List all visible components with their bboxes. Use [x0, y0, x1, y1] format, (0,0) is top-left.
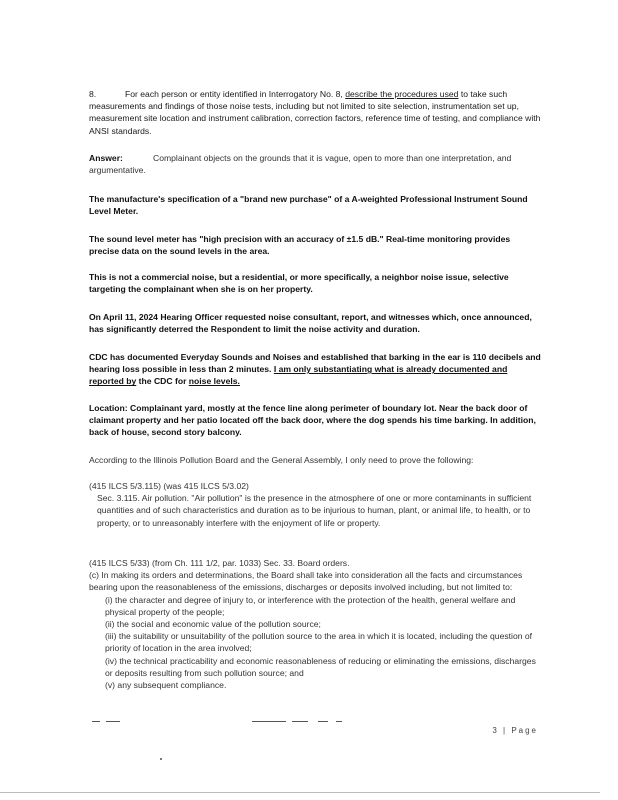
- statute-item-i: (i) the character and degree of injury to, or interference with the protection of the health, general welfare and physical property of the people;: [105, 594, 516, 617]
- paragraph-hearing-officer: On April 11, 2024 Hearing Officer requested noise consultant, report, and witnesses which, once announced, has significantly deterred the Respondent to limit the noise activity and duration.: [89, 312, 532, 335]
- answer-label: Answer:: [89, 153, 123, 163]
- paragraph-cdc: [89, 351, 541, 388]
- statute-item-v: (v) any subsequent compliance.: [105, 680, 227, 691]
- interrogatory-8: [89, 88, 541, 137]
- paragraph-specification: The manufacture's specification of a "brand new purchase" of a A-weighted Professional Instrument Sound Level Meter.: [89, 194, 528, 217]
- statute-item-ii: (ii) the social and economic value of the pollution source;: [105, 619, 321, 630]
- cdc-text-underlined-2: noise levels.: [188, 376, 240, 387]
- scan-edge-line: [0, 792, 600, 793]
- scan-mark: [92, 721, 100, 722]
- paragraph-neighbor-noise: This is not a commercial noise, but a residential, or more specifically, a neighbor noise issue, selective targeting the complainant when she is on her property.: [89, 272, 509, 295]
- interrogatory-text-a: For each person or entity identified in Interrogatory No. 8,: [125, 89, 346, 99]
- paragraph-sound-meter: The sound level meter has "high precision with an accuracy of ±1.5 dB." Real-time monitoring provides precise data on the sound levels in the area.: [89, 234, 511, 257]
- statute-cite-1: (415 ILCS 5/3.115) (was 415 ILCS 5/3.02): [89, 481, 249, 491]
- paragraph-location: Location: Complainant yard, mostly at the fence line along perimeter of boundary lot. Near the back door of claimant property and her patio located off the back door, where the dog spends his time barking. In addition, back of house, second story balcony.: [89, 403, 536, 438]
- answer-text: Complainant objects on the grounds that it is vague, open to more than one interpretation, and argumentative.: [89, 153, 512, 176]
- cdc-text-underlined-1: I am only substantiating what is already documented and reported by: [89, 364, 508, 387]
- scan-mark: [292, 721, 308, 722]
- statute-item-iii: (iii) the suitability or unsuitability of the pollution source to the area in which it is located, including the question of priority of location in the area involved;: [105, 631, 533, 654]
- page-number: 3 | Page: [492, 726, 538, 735]
- scan-mark: [106, 721, 120, 722]
- interrogatory-number: 8.: [89, 89, 97, 99]
- answer-block: [89, 152, 541, 176]
- cdc-text-a: CDC has documented Everyday Sounds and Noises and established that barking in the ear is 110 decibels and hearing loss possible in less than 2 minutes.: [89, 352, 541, 375]
- statute-air-pollution: [89, 480, 541, 529]
- statute-intro: (c) In making its orders and determinations, the Board shall take into consideration all the facts and circumstances bearing upon the reasonableness of the emissions, discharges or deposits involved including, but not limited to:: [89, 570, 523, 593]
- statute-item-iv: (iv) the technical practicability and economic reasonableness of reducing or eliminating the emissions, discharges or deposits resulting from such pollution source; and: [105, 655, 536, 678]
- statute-text-1: Sec. 3.115. Air pollution. "Air pollution" is the presence in the atmosphere of one or more contaminants in sufficient quantities and of such characteristics and duration as to be injurious to human, plant, or animal life, to health, or to property, or to unreasonably interfere with the enjoyment of life or property.: [97, 493, 532, 528]
- scan-mark: [252, 721, 286, 722]
- paragraph-according: According to the Illinois Pollution Board and the General Assembly, I only need to prove the following:: [89, 455, 474, 465]
- scan-mark: [318, 721, 328, 722]
- interrogatory-text-underlined: describe the procedures used: [345, 89, 459, 99]
- interrogatory-text-b: to take such measurements and findings of those noise tests, including but not limited to site selection, instrumentation set up, measurement site location and instrument calibration, correction factors, reference time of testing, and compliance with ANSI standards.: [89, 89, 541, 136]
- cdc-text-b: the CDC for: [136, 376, 189, 387]
- scan-speck: [160, 758, 162, 760]
- scan-mark: [336, 721, 342, 722]
- statute-cite-2: (415 ILCS 5/33) (from Ch. 111 1/2, par. 1033) Sec. 33. Board orders.: [89, 558, 350, 568]
- statute-board-orders: [89, 557, 541, 691]
